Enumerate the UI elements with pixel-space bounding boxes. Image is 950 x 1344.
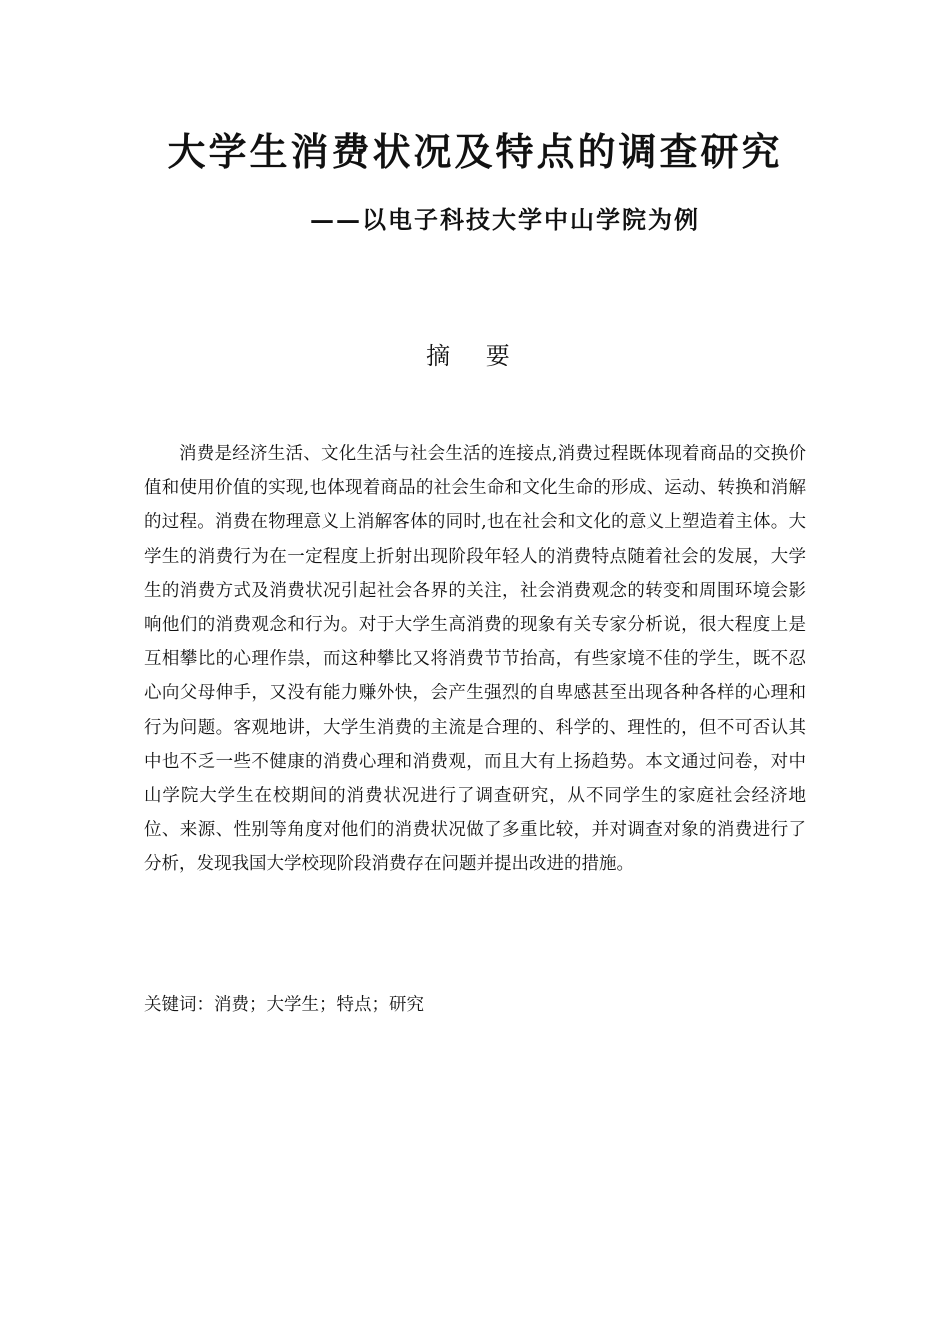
keywords-line: 关键词：消费；大学生；特点；研究 (144, 995, 424, 1015)
abstract-body: 消费是经济生活、文化生活与社会生活的连接点,消费过程既体现着商品的交换价值和使用价值的实现,也体现着商品的社会生命和文化生命的形成、运动、转换和消解的过程。消费在物理意义上消解客体的同时,也在社会和文化的意义上塑造着主体。大学生的消费行为在一定程度上折射出现阶段年轻人的消费特点随着社会的发展，大学生的消费方式及消费状况引起社会各界的关注，社会消费观念的转变和周围环境会影响他们的消费观念和行为。对于大学生高消费的现象有关专家分析说，很大程度上是互相攀比的心理作祟，而这种攀比又将消费节节抬高，有些家境不佳的学生，既不忍心向父母伸手，又没有能力赚外快，会产生强烈的自卑感甚至出现各种各样的心理和行为问题。客观地讲，大学生消费的主流是合理的、科学的、理性的，但不可否认其中也不乏一些不健康的消费心理和消费观，而且大有上扬趋势。本文通过问卷，对中山学院大学生在校期间的消费状况进行了调查研究，从不同学生的家庭社会经济地位、来源、性别等角度对他们的消费状况做了多重比较，并对调查对象的消费进行了分析，发现我国大学校现阶段消费存在问题并提出改进的措施。 (144, 444, 806, 875)
abstract-heading: 摘 要 (426, 342, 524, 370)
document-subtitle: ——以电子科技大学中山学院为例 (310, 205, 700, 234)
document-title: 大学生消费状况及特点的调查研究 (167, 129, 783, 174)
